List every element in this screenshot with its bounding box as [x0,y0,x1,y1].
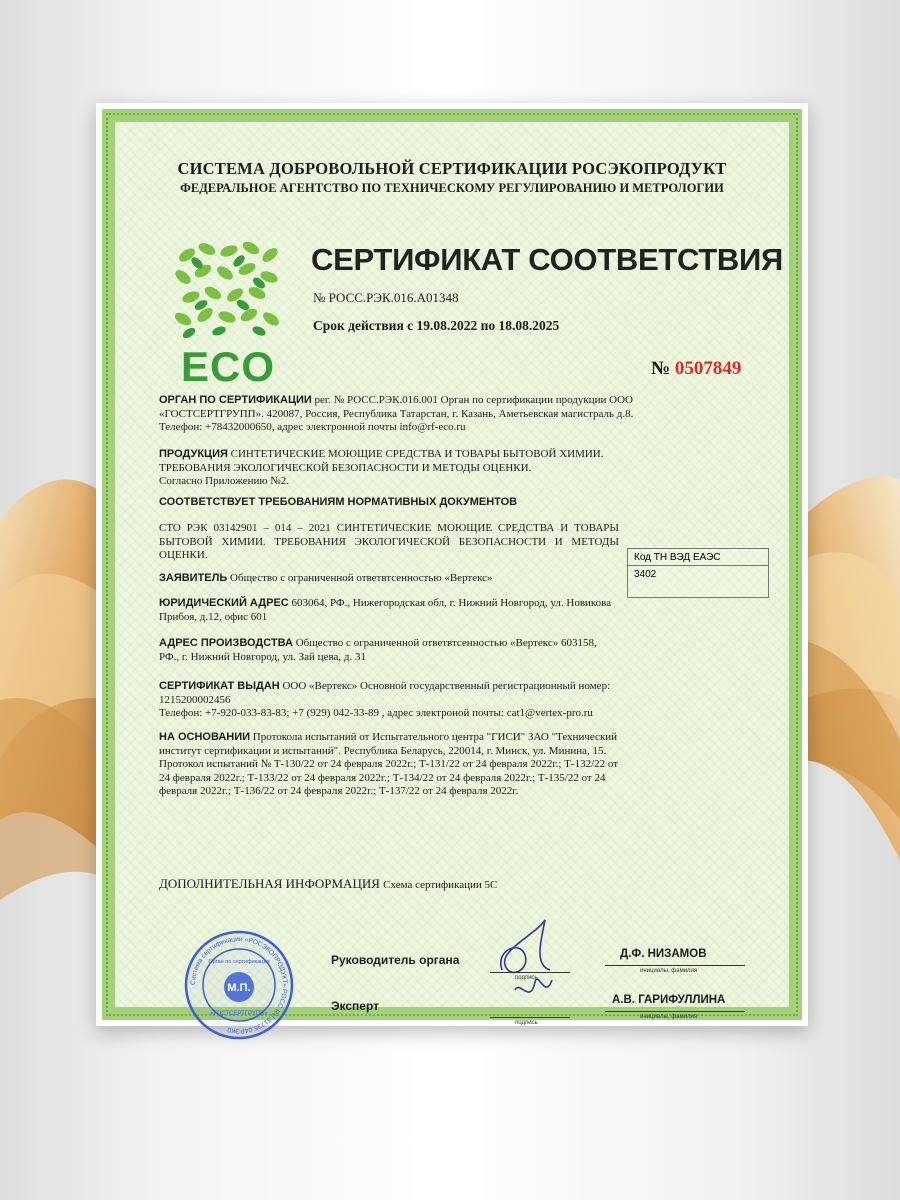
certificate-number: № РОСС.РЭК.016.А01348 [313,290,459,305]
eco-logo-text: ECO [180,343,275,390]
tnved-divider [628,565,768,566]
certification-stamp [183,929,295,1041]
stamp-inner-top: Орган по сертификации [208,959,270,965]
expert-name: А.В. ГАРИФУЛЛИНА [612,994,726,1006]
head-name-caption: инициалы, фамилия [640,968,698,974]
product-note: Согласно Приложению №2. [159,475,290,487]
eco-logo [173,239,283,389]
basis-label: НА ОСНОВАНИИ [159,731,251,743]
tnved-box [627,548,769,598]
applicant-section [159,572,619,586]
production-address-section [159,637,619,664]
basis-section [159,731,619,799]
product-section [159,448,629,489]
certificate-sheet [96,103,808,1035]
head-name: Д.Ф. НИЗАМОВ [620,948,707,960]
certificate-title: СЕРТИФИКАТ СООТВЕТСТВИЯ [311,242,783,277]
production-address-label: АДРЕС ПРОИЗВОДСТВА [159,637,293,649]
serial-value: 0507849 [674,358,742,379]
issued-to-label: СЕРТИФИКАТ ВЫДАН [159,680,280,692]
legal-address-text: 603064, РФ., Нижегородская обл, г. Нижний Новгород, ул. Новикова Прибоя, д.12, офис 601 [159,597,612,623]
basis-text: Протокола испытаний от Испытательного центра "ГИСИ" ЗАО "Технический институт сертификации и испытаний". Республика Беларусь, 220014, г. Минск, ул. Минина, 15. Протокол испытаний № Т-130/22 от 24 февраля 2022г.; Т-131/22 от 24 февраля 2022г.; Т-132/22 от 24 февраля 2022г.; Т-133/22 от 24 февраля 2022г.; Т-134/22 от 24 февраля 2022г.; Т-135/22 от 24 февраля 2022г.; Т-136/22 от 24 февраля 2022г.; Т-137/22 от 24 февраля 2022г. [159,731,619,797]
additional-text: Схема сертификации 5С [383,879,498,891]
legal-address-label: ЮРИДИЧЕСКИЙ АДРЕС [159,597,289,609]
organ-label: ОРГАН ПО СЕРТИФИКАЦИИ [159,394,312,406]
production-address-text: Общество с ограниченной ответвтсенностью «Вертекс» 603158, РФ., г. Нижний Новгород, ул. Зай цева, д. 31 [159,637,597,663]
additional-info [159,876,497,892]
tnved-value: 3402 [634,569,657,580]
serial-number [651,358,741,380]
product-text: СИНТЕТИЧЕСКИЕ МОЮЩИЕ СРЕДСТВА И ТОВАРЫ БЫТОВОЙ ХИМИИ. ТРЕБОВАНИЯ ЭКОЛОГИЧЕСКОЙ БЕЗОПАСНОСТИ И МЕТОДЫ ОЦЕНКИ. [159,448,604,474]
applicant-text: Общество с ограниченной ответвтсенностью «Вертекс» [230,572,493,584]
head-label: Руководитель органа [331,953,460,967]
issued-to-section [159,680,619,721]
leaves-icon [173,239,283,343]
expert-label: Эксперт [331,999,380,1013]
stamp-center: М.П. [227,982,251,994]
certificate-border [102,109,802,1035]
legal-address-section [159,597,619,624]
expert-sign-line [490,1017,570,1018]
head-sign-caption: подпись [515,975,538,981]
head-name-line [605,965,745,966]
agency-header: ФЕДЕРАЛЬНОЕ АГЕНТСТВО ПО ТЕХНИЧЕСКОМУ РЕГУЛИРОВАНИЮ И МЕТРОЛОГИИ [180,181,724,195]
expert-name-caption: инициалы, фамилия [640,1014,698,1020]
tnved-label: Код ТН ВЭД ЕАЭС [634,552,721,563]
organ-section [159,394,635,435]
product-label: ПРОДУКЦИЯ [159,448,228,460]
system-header: СИСТЕМА ДОБРОВОЛЬНОЙ СЕРТИФИКАЦИИ РОСЭКОПРОДУКТ [177,159,727,178]
organ-text: рег. № РОСС.РЭК.016.001 Орган по сертификации продукции ООО «ГОСТСЕРТГРУПП». 420087, Россия, Республика Татарстан, г. Казань, Аметьевская магистраль д.8. Телефон: +78432000650, адрес электронной почты info@rf-eco.ru [159,394,634,433]
serial-prefix: № [651,358,675,379]
head-sign-line [490,972,570,973]
stamp-ring-text: Система сертификации «РОСЭКОПРОДУКТ» РОСС.RU.31735.04РЭК0 [189,935,289,1035]
expert-name-line [605,1011,745,1012]
applicant-label: ЗАЯВИТЕЛЬ [159,572,228,584]
signature-scribble [490,910,570,1010]
issued-to-contacts: Телефон: +7-920-033-83-83; +7 (929) 042-33-89 , адрес электроной почты: cat1@vertex-pro.ru [159,707,593,719]
expert-sign-caption: подпись [515,1020,538,1026]
validity-period: Срок действия с 19.08.2022 по 18.08.2025 [313,318,560,333]
conforms-text: СТО РЭК 03142901 – 014 – 2021 СИНТЕТИЧЕСКИЕ МОЮЩИЕ СРЕДСТВА И ТОВАРЫ БЫТОВОЙ ХИМИИ. ТРЕБОВАНИЯ ЭКОЛОГИЧЕСКОЙ БЕЗОПАСНОСТИ И МЕТОДЫ ОЦЕНКИ. [159,522,619,561]
stamp-org: «ГОСТСЕРТГРУПП» [210,1011,268,1017]
additional-label: ДОПОЛНИТЕЛЬНАЯ ИНФОРМАЦИЯ [159,876,380,891]
issued-to-text: ООО «Вертекс» Основной государственный регистрационный номер: 1215200002456 [159,680,611,706]
conforms-label: СООТВЕТСТВУЕТ ТРЕБОВАНИЯМ НОРМАТИВНЫХ ДОКУМЕНТОВ [159,496,518,508]
